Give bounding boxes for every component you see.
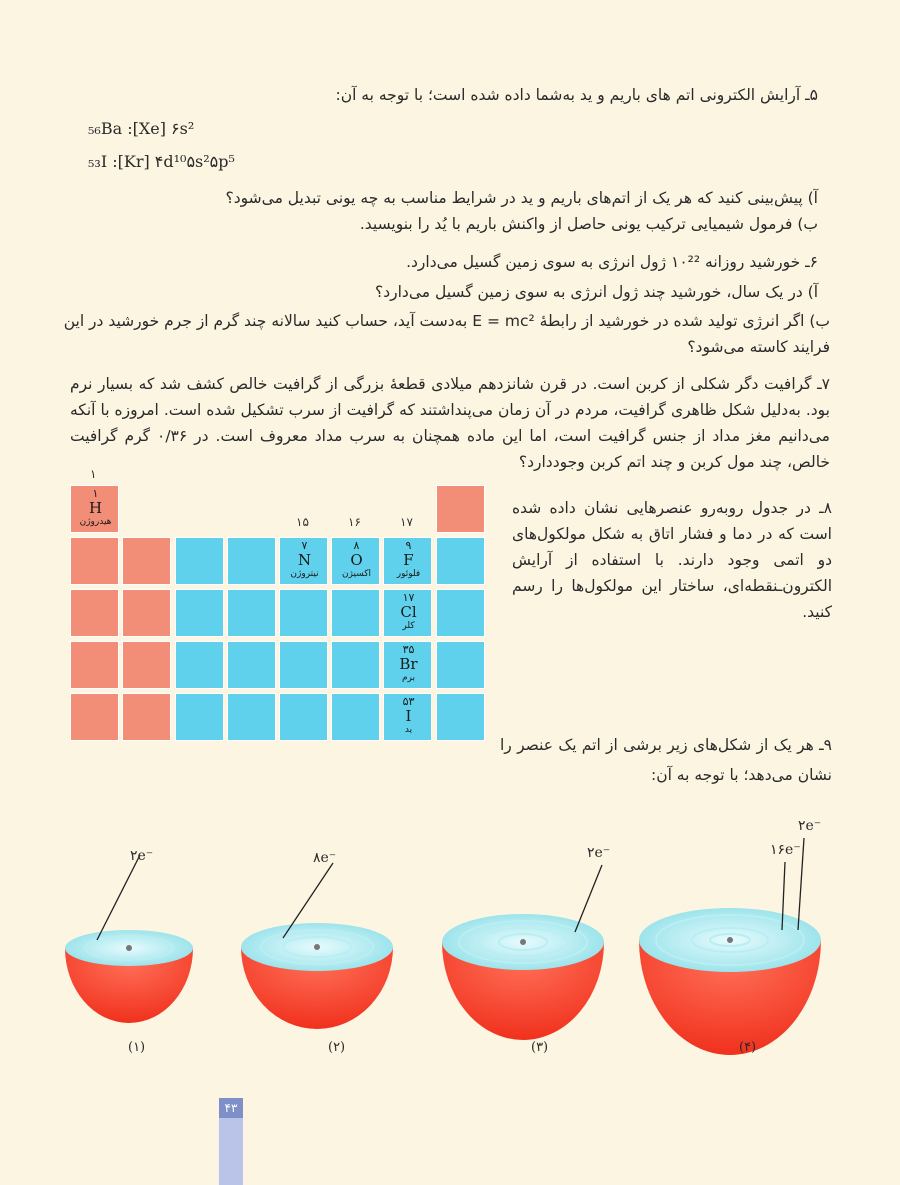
cell bbox=[227, 537, 276, 585]
figure-4-caption: (۴) bbox=[739, 1040, 757, 1055]
figure-3-electron-label: ۲e⁻ bbox=[587, 845, 611, 861]
q5-title: ۵ـ آرایش الکترونی اتم های باریم و ید به‌شما داده شده است؛ با توجه به آن: bbox=[335, 86, 818, 104]
cell-oxygen bbox=[331, 537, 380, 585]
page-number-tab bbox=[219, 1098, 243, 1185]
figure-3-caption: (۳) bbox=[531, 1040, 549, 1055]
oxygen-number: ۸ bbox=[353, 539, 360, 552]
cell bbox=[331, 589, 380, 637]
q5-part-b: ب) فرمول شیمیایی ترکیب یونی حاصل از واکنش باریم با یُد را بنویسید. bbox=[359, 215, 818, 233]
cell bbox=[227, 641, 276, 689]
q6-part-a: آ) در یک سال، خورشید چند ژول انرژی به سوی زمین گسیل می‌دارد؟ bbox=[375, 283, 818, 301]
oxygen-name: اکسیژن bbox=[341, 569, 372, 579]
cell bbox=[122, 537, 171, 585]
cell bbox=[436, 537, 485, 585]
page-number: ۴۳ bbox=[219, 1098, 243, 1118]
periodic-table bbox=[70, 467, 488, 743]
cell bbox=[70, 693, 119, 741]
figure-2-caption: (۲) bbox=[328, 1040, 346, 1055]
cell-nitrogen bbox=[279, 537, 328, 585]
q6-part-b-line2: فرایند کاسته می‌شود؟ bbox=[687, 338, 830, 356]
cell-bromine bbox=[383, 641, 432, 689]
fluorine-symbol: F bbox=[403, 551, 414, 569]
figure-1-electron-label: ۲e⁻ bbox=[130, 848, 154, 864]
cell bbox=[175, 693, 224, 741]
cell bbox=[70, 537, 119, 585]
iodine-number: ۵۳ bbox=[402, 695, 415, 708]
cell bbox=[279, 589, 328, 637]
cell bbox=[227, 693, 276, 741]
shell-figure-2 bbox=[241, 863, 393, 1029]
hydrogen-name: هیدروژن bbox=[79, 517, 112, 527]
shell-figure-4 bbox=[639, 838, 821, 1055]
q6-part-b-line1: ب) اگر انرژی تولید شده در خورشید از رابطهٔ E = mc² به‌دست آید، حساب کنید سالانه چند گرم از جرم خورشید در این bbox=[63, 312, 830, 330]
q9-paragraph: ۹ـ هر یک از شکل‌های زیر برشی از اتم یک عنصر را نشان می‌دهد؛ با توجه به آن: bbox=[500, 736, 832, 784]
nitrogen-number: ۷ bbox=[301, 539, 308, 552]
hydrogen-symbol: H bbox=[88, 499, 103, 517]
cell-chlorine bbox=[383, 589, 432, 637]
cell bbox=[436, 693, 485, 741]
cell bbox=[279, 641, 328, 689]
q6-title: ۶ـ خورشید روزانه ۱۰²² ژول انرژی به سوی زمین گسیل می‌دارد. bbox=[406, 253, 818, 271]
cell bbox=[175, 589, 224, 637]
cell bbox=[175, 641, 224, 689]
shell-figure-3 bbox=[442, 865, 604, 1040]
fluorine-name: فلوئور bbox=[396, 569, 421, 579]
barium-configuration: ₅₆Ba :[Xe] ۶s² bbox=[88, 119, 195, 138]
q7-paragraph: ۷ـ گرافیت دگر شکلی از کربن است. در قرن شانزدهم میلادی قطعهٔ بزرگی از گرافیت خالص کشف شد که بسیار نرم بود. به‌دلیل شکل ظاهری گرافیت، مردم در آن زمان می‌پنداشتند که گرافیت از سرب تشکیل شده است. امروزه با آنکه می‌دانیم مغز مداد از جنس گرافیت است، اما این ماده همچنان به سرب مداد معروف است. در ۰/۳۶ گرم گرافیت خالص، چند مول کربن و چند اتم کربن وجوددارد؟ bbox=[70, 375, 830, 471]
iodine-name: ید bbox=[404, 725, 413, 735]
cell bbox=[175, 537, 224, 585]
chlorine-number: ۱۷ bbox=[402, 591, 415, 604]
figure-2-electron-label: ۸e⁻ bbox=[313, 850, 337, 866]
atom-shell-figures bbox=[0, 800, 900, 1070]
figure-4-inner-label: ۱۶e⁻ bbox=[770, 842, 801, 858]
hydrogen-number: ۱ bbox=[92, 487, 99, 500]
chlorine-name: کلر bbox=[402, 621, 415, 631]
figure-4-outer-label: ۲e⁻ bbox=[798, 818, 822, 834]
group-15-label: ۱۵ bbox=[296, 515, 309, 529]
bromine-symbol: Br bbox=[399, 655, 418, 673]
group-16-label: ۱۶ bbox=[348, 515, 361, 529]
cell-hydrogen bbox=[70, 485, 119, 533]
nitrogen-name: نیتروژن bbox=[290, 569, 319, 579]
cell bbox=[122, 641, 171, 689]
cell-iodine bbox=[383, 693, 432, 741]
figure-1-caption: (۱) bbox=[128, 1040, 146, 1055]
cell-fluorine bbox=[383, 537, 432, 585]
cell bbox=[70, 589, 119, 637]
cell bbox=[279, 693, 328, 741]
cell bbox=[70, 641, 119, 689]
chlorine-symbol: Cl bbox=[400, 603, 417, 621]
oxygen-symbol: O bbox=[350, 551, 363, 569]
fluorine-number: ۹ bbox=[405, 539, 412, 552]
iodine-configuration: ₅₃I :[Kr] ۴d¹⁰۵s²۵p⁵ bbox=[88, 152, 235, 171]
cell bbox=[122, 589, 171, 637]
bromine-number: ۳۵ bbox=[402, 643, 415, 656]
cell bbox=[436, 641, 485, 689]
cell bbox=[122, 693, 171, 741]
cell bbox=[331, 693, 380, 741]
cell bbox=[227, 589, 276, 637]
group-17-label: ۱۷ bbox=[400, 515, 413, 529]
nitrogen-symbol: N bbox=[297, 551, 312, 569]
iodine-symbol: I bbox=[405, 707, 412, 725]
cell bbox=[436, 589, 485, 637]
q8-paragraph: ۸ـ در جدول روبه‌رو عنصرهایی نشان داده شده است که در دما و فشار اتاق به شکل مولکول‌های دو اتمی وجود دارند. با استفاده از آرایش الکترون‌ـنقطه‌ای، ساختار این مولکول‌ها را رسم کنید. bbox=[512, 499, 832, 621]
group-1-label: ۱ bbox=[90, 467, 97, 481]
cell bbox=[331, 641, 380, 689]
bromine-name: برم bbox=[401, 673, 416, 683]
q5-part-a: آ) پیش‌بینی کنید که هر یک از اتم‌های باریم و ید در شرایط مناسب به چه یونی تبدیل می‌شود؟ bbox=[225, 189, 818, 207]
shell-figure-1 bbox=[65, 855, 193, 1023]
cell-helium bbox=[436, 485, 485, 533]
